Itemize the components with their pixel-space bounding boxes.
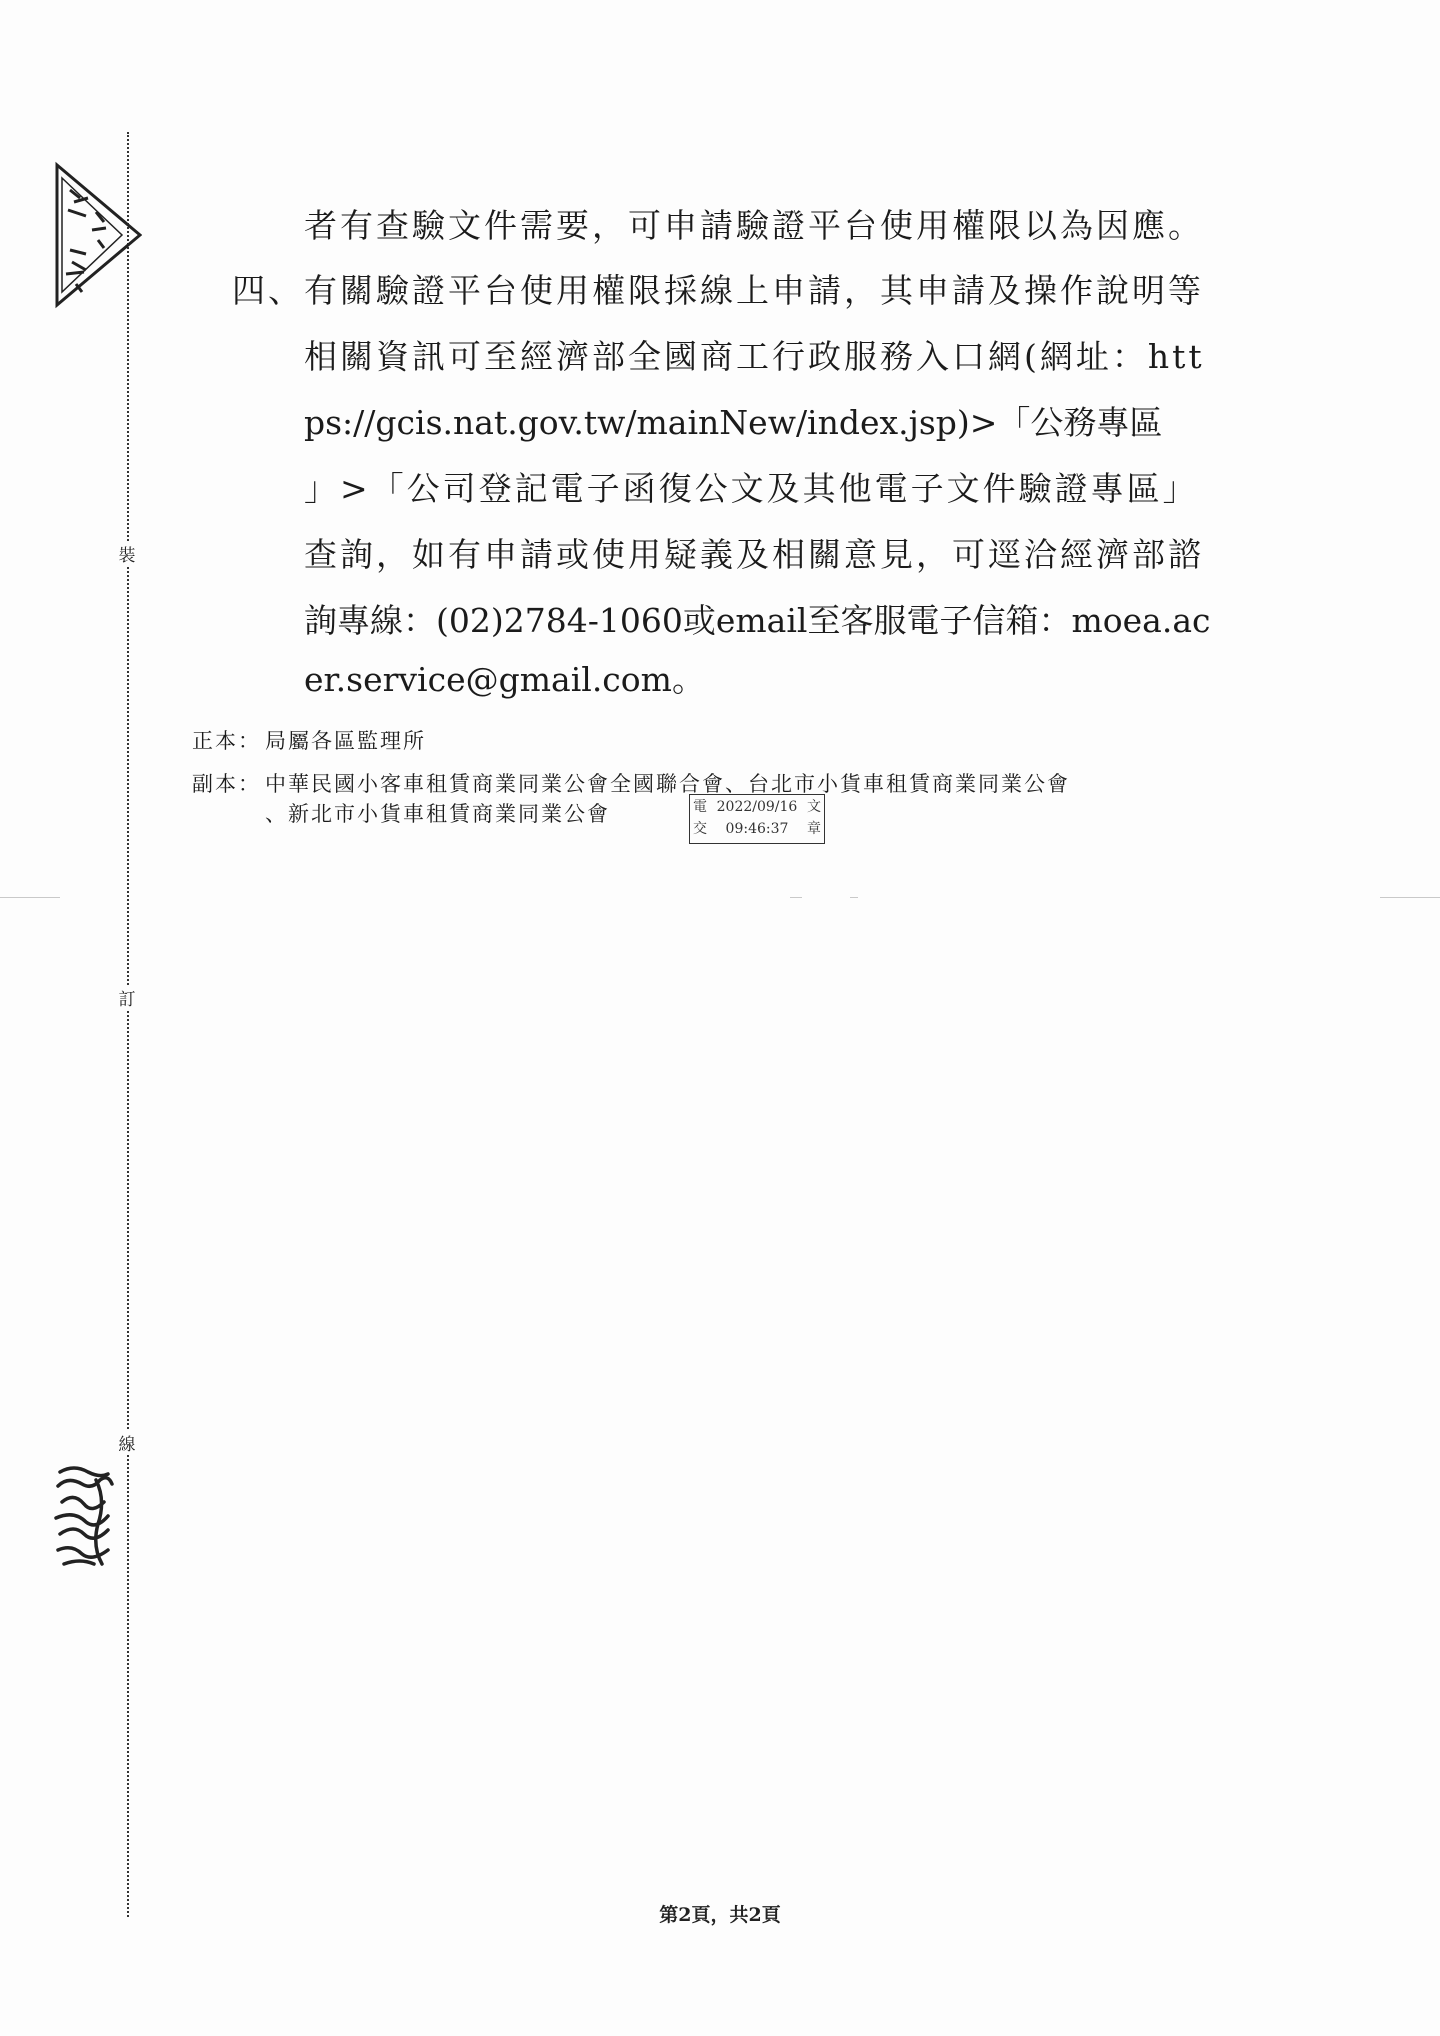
- binding-dotted-line: [127, 132, 129, 1917]
- item-4-marker: 四、: [232, 271, 304, 310]
- electronic-document-stamp: [689, 794, 825, 844]
- binding-char-zhuang: 裝: [112, 541, 142, 566]
- item-4-line-6: 詢專線：(02)2784-1060或email至客服電子信箱：moea.ac: [304, 601, 1211, 640]
- copy-recipient-label: 副本：: [192, 772, 261, 796]
- original-recipient: 局屬各區監理所: [265, 729, 426, 753]
- binding-char-ding: 訂: [112, 985, 142, 1010]
- item-4-line-2: 相關資訊可至經濟部全國商工行政服務入口網(網址：htt: [304, 337, 1205, 376]
- copy-recipient-line-1: 中華民國小客車租賃商業同業公會全國聯合會、台北市小貨車租賃商業同業公會: [265, 772, 1070, 796]
- stamp-char-jiao: 交: [693, 821, 707, 837]
- stamp-char-zhang: 章: [806, 821, 821, 837]
- item-4-line-7: er.service@gmail.com。: [304, 660, 705, 699]
- scan-artifact: [1380, 897, 1440, 898]
- stamp-char-wen: 文: [806, 799, 821, 815]
- copy-recipient-line-2: 、新北市小貨車租賃商業同業公會: [265, 802, 610, 826]
- seal-stamp-bottom: [52, 1462, 118, 1572]
- item-4-line-4: 」>「公司登記電子函復公文及其他電子文件驗證專區」: [304, 469, 1199, 508]
- body-continuation-line: 者有查驗文件需要，可申請驗證平台使用權限以為因應。: [304, 206, 1204, 245]
- item-4-line-5: 查詢，如有申請或使用疑義及相關意見，可逕洽經濟部諮: [304, 535, 1204, 574]
- stamp-time: 09:46:37: [725, 821, 789, 837]
- scan-artifact: [0, 897, 60, 898]
- scan-artifact: [850, 897, 858, 898]
- item-4-line-1: 有關驗證平台使用權限採線上申請，其申請及操作說明等: [304, 271, 1204, 310]
- item-4-line-3: ps://gcis.nat.gov.tw/mainNew/index.jsp)>「公務專區: [304, 403, 1163, 442]
- stamp-char-dian: 電: [693, 799, 707, 815]
- binding-char-xian: 線: [112, 1430, 142, 1455]
- scan-artifact: [790, 897, 802, 898]
- original-recipient-label: 正本：: [192, 729, 261, 753]
- page-number: 第2頁，共2頁: [659, 1904, 781, 1926]
- stamp-date: 2022/09/16: [716, 799, 798, 815]
- seal-stamp-top: [52, 150, 142, 310]
